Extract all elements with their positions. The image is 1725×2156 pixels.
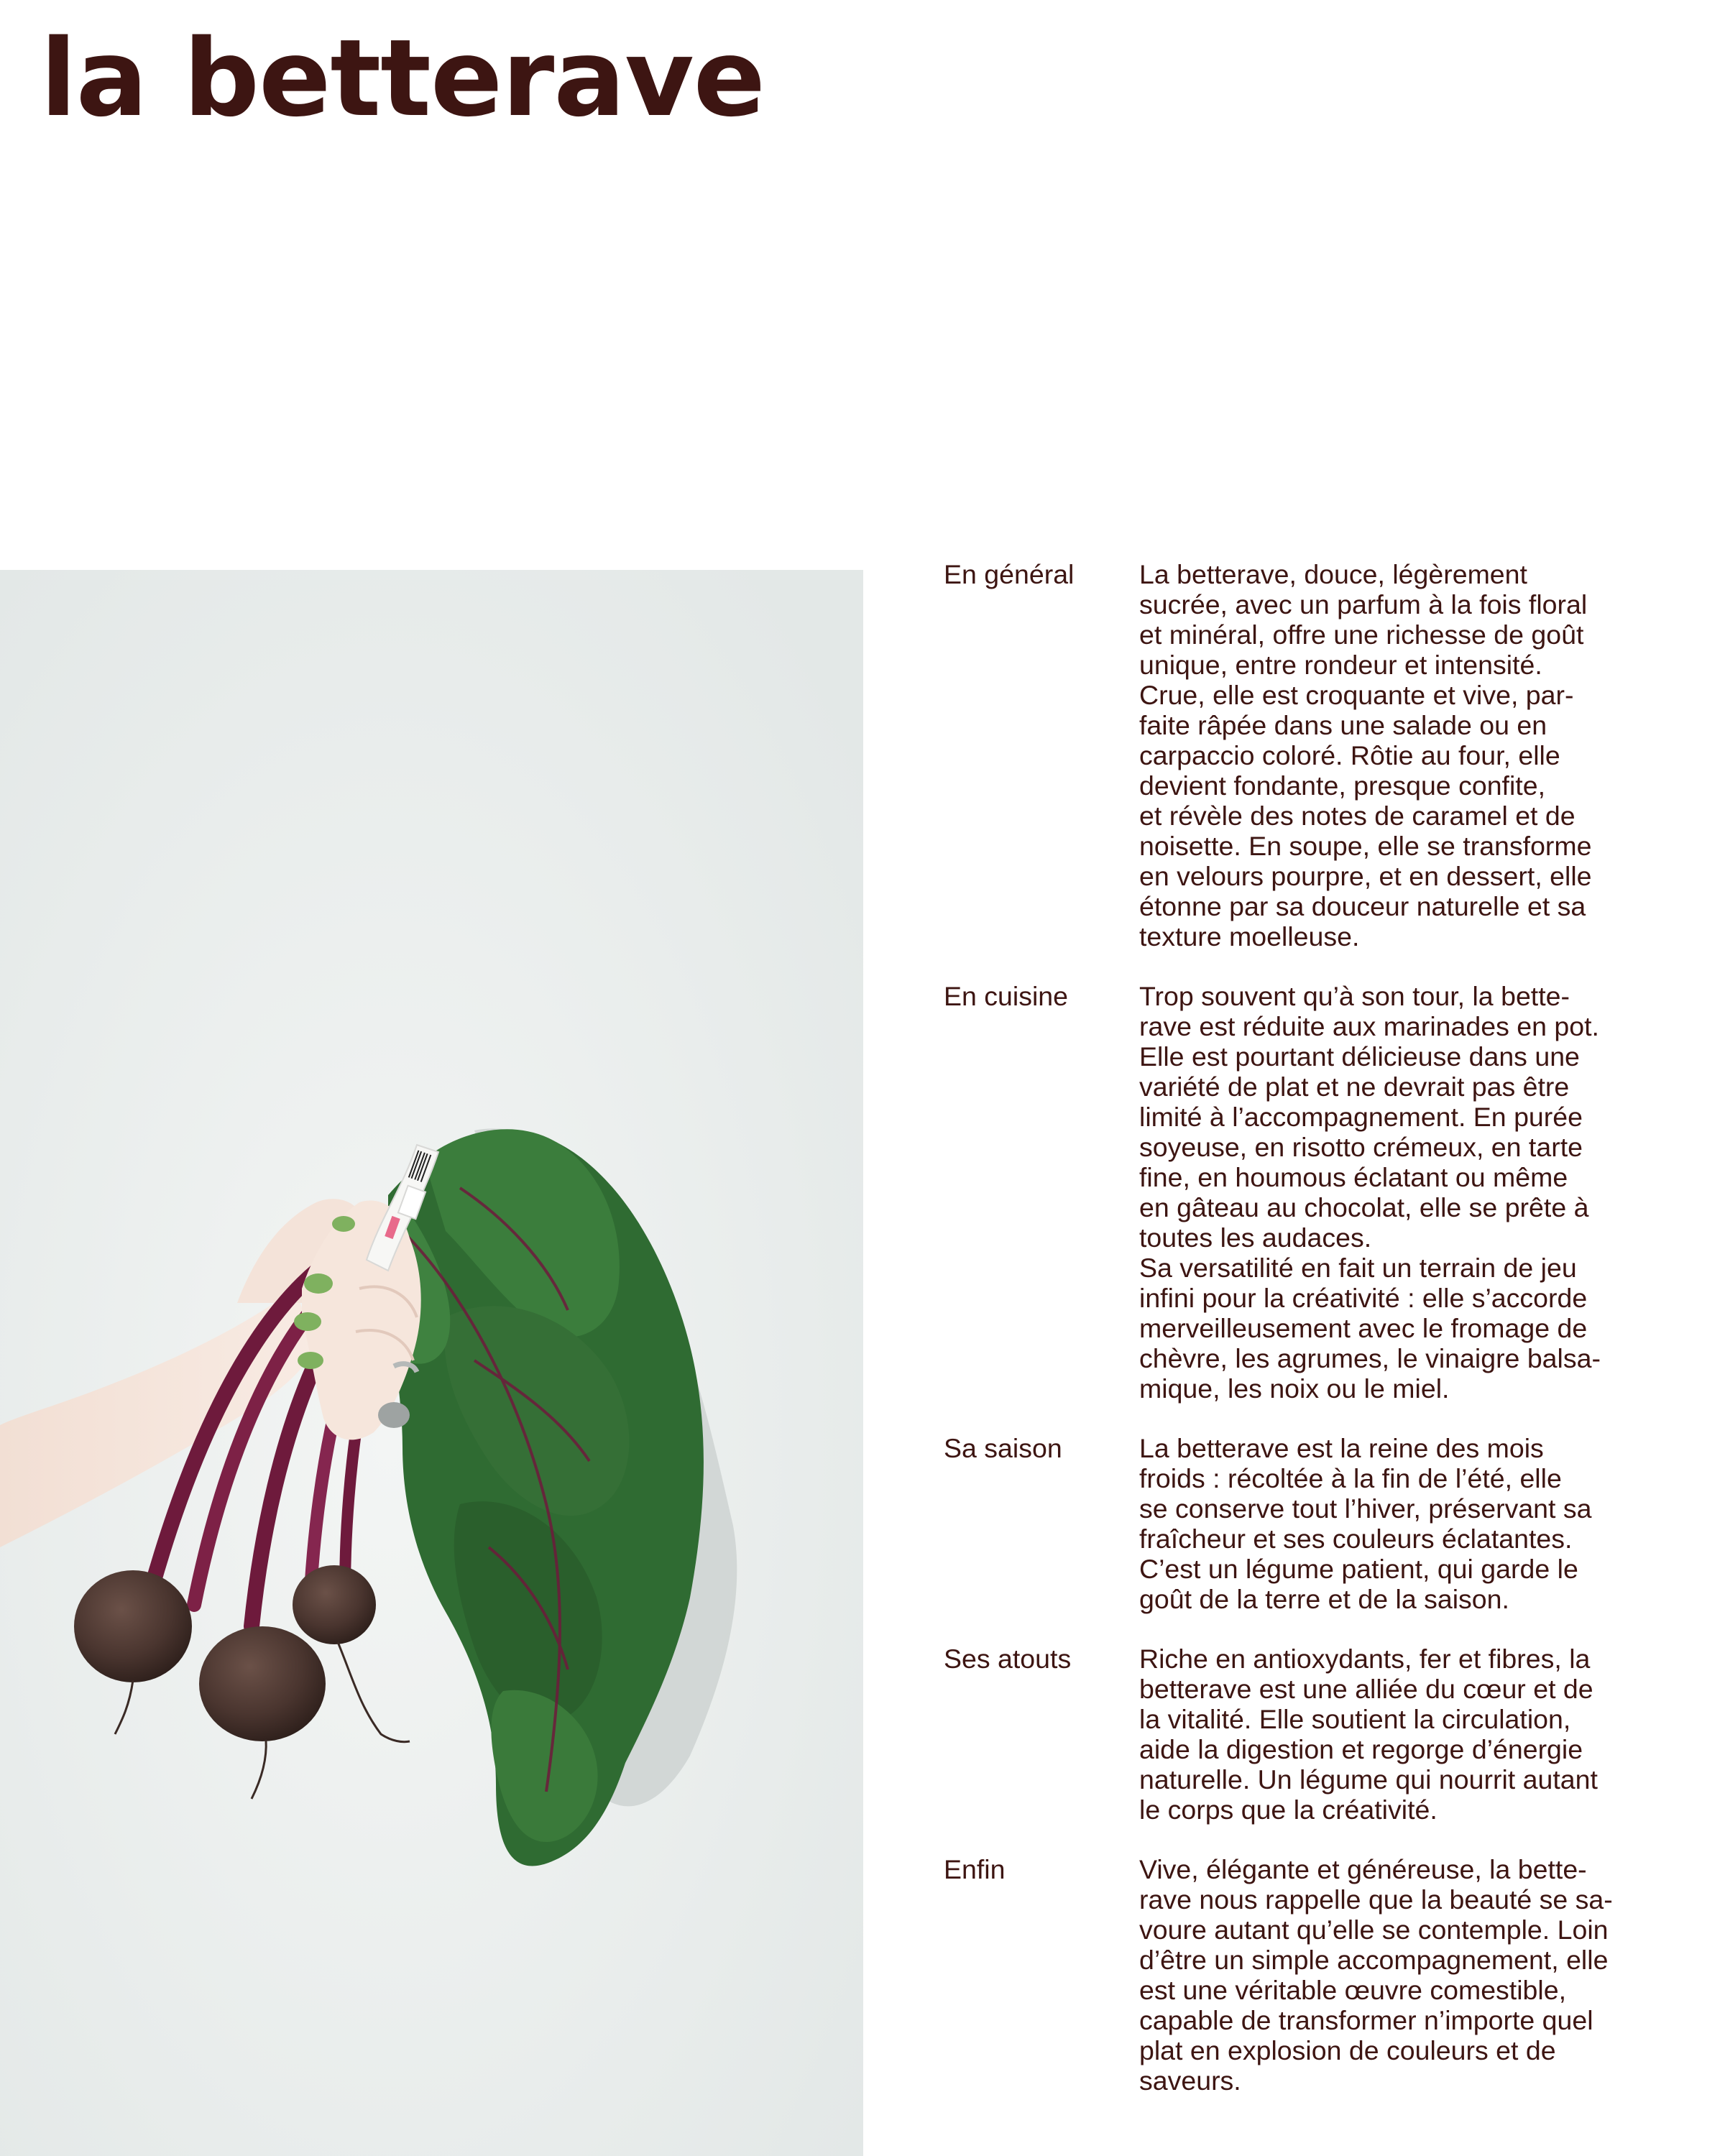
section-body: Vive, élégante et généreuse, la bette- rave nous rappelle que la beauté se sa- voure autant qu’elle se contemple. Loin d’être un simple accompagnement, elle est une véritable œuvre comestible, capable de transformer n’importe quel plat en explosion de couleurs et de saveurs. [1139, 1854, 1613, 2096]
section-label: En cuisine [944, 981, 1069, 1011]
section-en-cuisine [944, 981, 1691, 1404]
section-label: En général [944, 559, 1075, 589]
section-body: La betterave, douce, légèrement sucrée, avec un parfum à la fois floral et minéral, offre une richesse de goût unique, entre rondeur et intensité. Crue, elle est croquante et vive, par- faite râpée dans une salade ou en carpaccio coloré. Rôtie au four, elle devient fondante, presque confite, et révèle des notes de caramel et de noisette. En soupe, elle se transforme en velours pourpre, et en dessert, elle étonne par sa douceur naturelle et sa texture moelleuse. [1139, 559, 1592, 952]
section-ses-atouts [944, 1644, 1691, 1825]
text-column [944, 559, 1691, 2096]
beet-bunch-illustration [0, 570, 863, 2156]
page-title: la betterave [40, 17, 765, 140]
section-label: Ses atouts [944, 1644, 1072, 1674]
section-en-general [944, 559, 1691, 952]
section-body: La betterave est la reine des mois froids : récoltée à la fin de l’été, elle se conserve tout l’hiver, préservant sa fraîcheur et ses couleurs éclatantes. C’est un légume patient, qui garde le goût de la terre et de la saison. [1139, 1433, 1592, 1614]
section-body: Trop souvent qu’à son tour, la bette- rave est réduite aux marinades en pot. Elle est pourtant délicieuse dans une variété de plat et ne devrait pas être limité à l’accompagnement. En purée soyeuse, en risotto crémeux, en tarte fine, en houmous éclatant ou même en gâteau au chocolat, elle se prête à toutes les audaces. Sa versatilité en fait un terrain de jeu infini pour la créativité : elle s’accorde merveilleusement avec le fromage de chèvre, les agrumes, le vinaigre balsa- mique, les noix ou le miel. [1139, 981, 1601, 1404]
section-label: Enfin [944, 1854, 1006, 1884]
section-label: Sa saison [944, 1433, 1062, 1463]
section-body: Riche en antioxydants, fer et fibres, la betterave est une alliée du cœur et de la vitalité. Elle soutient la circulation, aide la digestion et regorge d’énergie naturelle. Un légume qui nourrit autant le corps que la créativité. [1139, 1644, 1598, 1825]
section-sa-saison [944, 1433, 1691, 1614]
beet-photo [0, 570, 863, 2156]
section-enfin [944, 1854, 1691, 2096]
